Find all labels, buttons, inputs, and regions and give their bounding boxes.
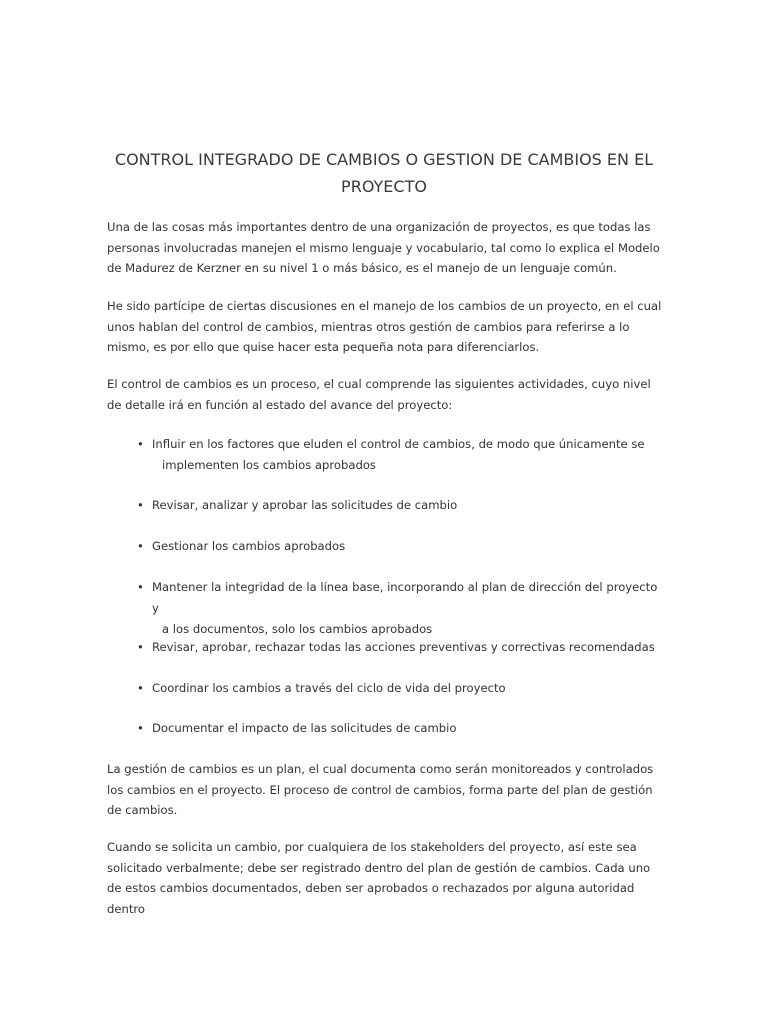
list-item [137, 577, 667, 640]
paragraph-discussion: He sido partícipe de ciertas discusiones en el manejo de los cambios de un proyecto, en el cual unos hablan del control de cambios, mientras otros gestión de cambios para referirse a lo mismo, es por ello que quise hacer esta pequeña nota para diferenciarlos. [107, 299, 662, 354]
list-item-text: Coordinar los cambios a través del ciclo de vida del proyecto [152, 681, 506, 695]
paragraph-change-management: La gestión de cambios es un plan, el cual documenta como serán monitoreados y controlados los cambios en el proyecto. El proceso de control de cambios, forma parte del plan de gestión de cambios. [107, 762, 654, 817]
bullet-icon: • [137, 580, 144, 594]
document-title: CONTROL INTEGRADO DE CAMBIOS O GESTION DE CAMBIOS EN EL PROYECTO [114, 150, 654, 196]
list-item [137, 718, 667, 739]
list-item [137, 495, 667, 516]
list-item-text: Revisar, aprobar, rechazar todas las acciones preventivas y correctivas recomendadas [152, 640, 655, 654]
bullet-icon: • [137, 721, 144, 735]
list-item-text-continued: a los documentos, solo los cambios aprobados [162, 622, 433, 636]
list-item [137, 637, 667, 658]
bullet-icon: • [137, 640, 144, 654]
list-item-text: Documentar el impacto de las solicitudes de cambio [152, 721, 457, 735]
bullet-icon: • [137, 437, 144, 451]
list-item [137, 536, 667, 557]
list-item-text-continued: implementen los cambios aprobados [162, 458, 376, 472]
list-item-text: Gestionar los cambios aprobados [152, 539, 346, 553]
list-item [137, 678, 667, 699]
bullet-icon: • [137, 498, 144, 512]
list-item [137, 434, 667, 476]
paragraph-change-request: Cuando se solicita un cambio, por cualquiera de los stakeholders del proyecto, así este sea solicitado verbalmente; debe ser registrado dentro del plan de gestión de cambios. Cada uno de estos cambios documentados, deben ser aprobados o rechazados por alguna autoridad dentro [107, 840, 651, 916]
list-item-text: Revisar, analizar y aprobar las solicitudes de cambio [152, 498, 458, 512]
list-item-text: Influir en los factores que eluden el control de cambios, de modo que únicamente se [152, 437, 645, 451]
paragraph-control-process: El control de cambios es un proceso, el cual comprende las siguientes actividades, cuyo nivel de detalle irá en función al estado del avance del proyecto: [107, 377, 651, 412]
list-item-text: Mantener la integridad de la línea base, incorporando al plan de dirección del proyecto y [152, 580, 658, 615]
bullet-icon: • [137, 681, 144, 695]
bullet-icon: • [137, 539, 144, 553]
paragraph-intro: Una de las cosas más importantes dentro de una organización de proyectos, es que todas las personas involucradas manejen el mismo lenguaje y vocabulario, tal como lo explica el Modelo de Madurez de Kerzner en su nivel 1 o más básico, es el manejo de un lenguaje común. [107, 220, 660, 275]
